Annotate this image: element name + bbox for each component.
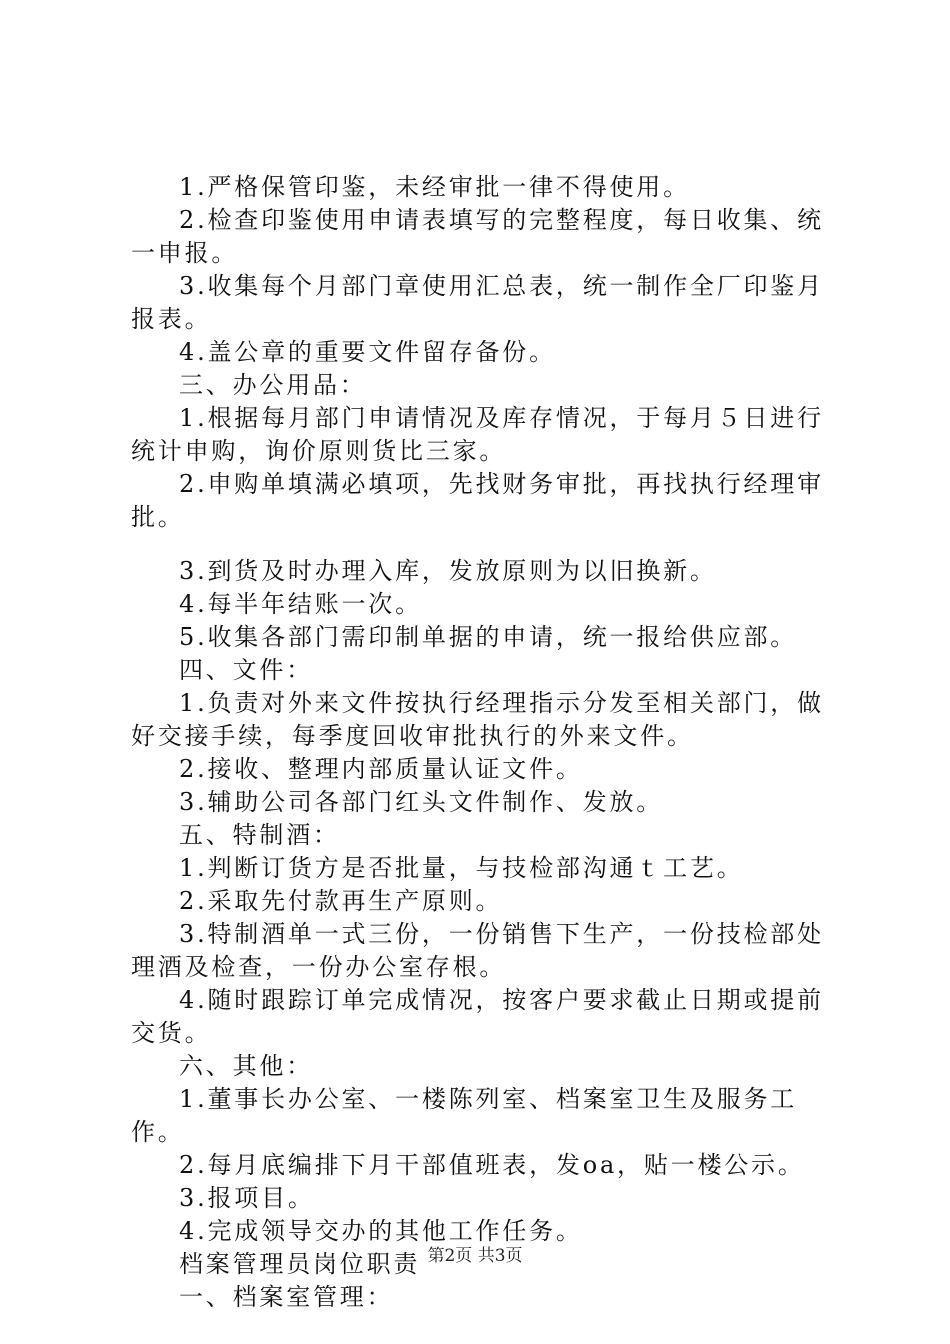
section-heading-other: 六、其他：	[179, 1052, 313, 1080]
paragraph-seal-1: 1.严格保管印鉴，未经审批一律不得使用。	[179, 173, 690, 201]
paragraph-other-1: 1.董事长办公室、一楼陈列室、档案室卫生及服务工作。	[131, 1085, 798, 1146]
section-heading-office-supplies: 三、办公用品：	[179, 371, 367, 399]
paragraph-liquor-4: 4.随时跟踪订单完成情况，按客户要求截止日期或提前交货。	[131, 986, 824, 1047]
paragraph-liquor-1: 1.判断订货方是否批量，与技检部沟通ｔ工艺。	[179, 854, 744, 882]
paragraph-seal-4: 4.盖公章的重要文件留存备份。	[179, 338, 556, 366]
paragraph-supplies-5: 5.收集各部门需印制单据的申请，统一报给供应部。	[179, 623, 798, 651]
section-heading-archive-room: 一、档案室管理：	[179, 1283, 394, 1311]
page-footer: 第2页 共3页	[427, 1246, 523, 1266]
paragraph-supplies-4: 4.每半年结账一次。	[179, 590, 422, 618]
paragraph-documents-1: 1.负责对外来文件按执行经理指示分发至相关部门，做好交接手续，每季度回收审批执行的外来文件。	[131, 689, 824, 750]
paragraph-other-2: 2.每月底编排下月干部值班表，发oa，贴一楼公示。	[179, 1151, 805, 1179]
paragraph-other-3: 3.报项目。	[179, 1184, 315, 1212]
section-heading-documents: 四、文件：	[179, 656, 313, 684]
paragraph-other-4: 4.完成领导交办的其他工作任务。	[179, 1217, 583, 1245]
paragraph-documents-3: 3.辅助公司各部门红头文件制作、发放。	[179, 788, 664, 816]
paragraph-supplies-1: 1.根据每月部门申请情况及库存情况，于每月５日进行统计申购，询价原则货比三家。	[131, 404, 824, 465]
title-archivist-duties: 档案管理员岗位职责	[179, 1250, 421, 1278]
paragraph-seal-2: 2.检查印鉴使用申请表填写的完整程度，每日收集、统一申报。	[131, 206, 824, 267]
section-heading-special-liquor: 五、特制酒：	[179, 821, 340, 849]
paragraph-documents-2: 2.接收、整理内部质量认证文件。	[179, 755, 583, 783]
paragraph-seal-3: 3.收集每个月部门章使用汇总表，统一制作全厂印鉴月报表。	[131, 272, 824, 333]
paragraph-spacer	[131, 534, 836, 555]
paragraph-liquor-2: 2.采取先付款再生产原则。	[179, 887, 503, 915]
paragraph-supplies-2: 2.申购单填满必填项，先找财务审批，再找执行经理审批。	[131, 470, 824, 531]
paragraph-supplies-3: 3.到货及时办理入库，发放原则为以旧换新。	[179, 557, 717, 585]
document-body	[131, 171, 836, 1314]
paragraph-liquor-3: 3.特制酒单一式三份，一份销售下生产，一份技检部处理酒及检查，一份办公室存根。	[131, 920, 824, 981]
